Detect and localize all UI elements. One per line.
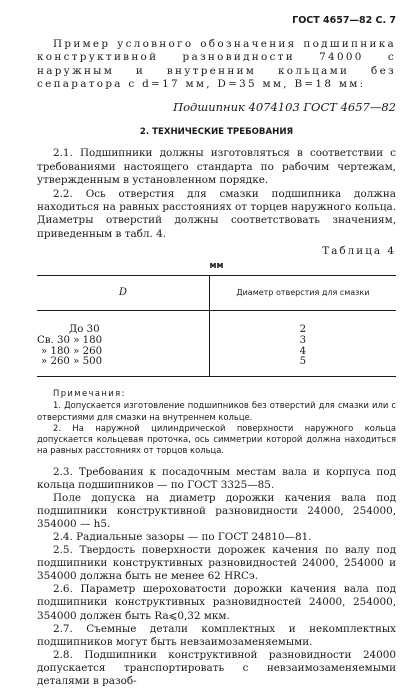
table-cell-diameter: 5 bbox=[209, 357, 396, 376]
table-cell-diameter: 3 bbox=[209, 336, 396, 347]
requirements-continued bbox=[37, 466, 396, 688]
table-unit: мм bbox=[37, 260, 396, 273]
paragraph-2-8: 2.8. Подшипники конструктивной разновидности 24000 допускается транспортировать с невзаимозаменяемыми деталями в разоб- bbox=[37, 649, 396, 688]
paragraph-2-5: 2.5. Твердость поверхности дорожек качения по валу под подшипники конструктивных разновидностей 24000, 254000 и 354000 должна быть не менее 62 HRCэ. bbox=[37, 544, 396, 583]
paragraph-2-2: 2.2. Ось отверстия для смазки подшипника должна находиться на равных расстояниях от торцев наружного кольца. Диаметры отверстий должны соответствовать значениям, приведенным в табл. 4. bbox=[37, 188, 396, 242]
paragraph-2-3: 2.3. Требования к посадочным местам вала и корпуса под кольца подшипников — по ГОСТ 3325—85. bbox=[37, 466, 396, 492]
table-caption: Таблица 4 bbox=[37, 245, 396, 258]
table-cell-diameter: 4 bbox=[209, 347, 396, 358]
table-header-hole-diameter: Диаметр отверстия для смазки bbox=[209, 276, 396, 311]
table-row bbox=[37, 311, 396, 336]
paragraph-2-4: 2.4. Радиальные зазоры — по ГОСТ 24810—81. bbox=[37, 531, 396, 544]
table-row bbox=[37, 357, 396, 376]
bearing-designation: Подшипник 4074103 ГОСТ 4657—82 bbox=[37, 101, 396, 114]
table-notes bbox=[37, 388, 396, 456]
table-cell-d: До 30 bbox=[37, 311, 209, 336]
table-cell-d: » 180 » 260 bbox=[37, 347, 209, 358]
table-header-d: D bbox=[37, 276, 209, 311]
paragraph-2-6: 2.6. Параметр шероховатости дорожки качения вала под подшипники конструктивных разновидностей 24000, 254000, 354000 должен быть Ra⩽0,32 мкм. bbox=[37, 583, 396, 622]
lubrication-hole-table bbox=[37, 275, 396, 377]
section-title: 2. ТЕХНИЧЕСКИЕ ТРЕБОВАНИЯ bbox=[37, 126, 396, 139]
paragraph-2-1: 2.1. Подшипники должны изготовляться в соответствии с требованиями настоящего стандарта по рабочим чертежам, утвержденным в установленном порядке. bbox=[37, 147, 396, 187]
table-cell-diameter: 2 bbox=[209, 311, 396, 336]
designation-example-paragraph: Пример условного обозначения подшипника конструктивной разновидности 74000 с наружным и внутренним кольцами без сепаратора с d=17 мм, D=35 мм, B=18 мм: bbox=[37, 38, 396, 92]
notes-title: Примечания: bbox=[37, 388, 396, 399]
table-cell-d: Св. 30 » 180 bbox=[37, 336, 209, 347]
table-cell-d: » 260 » 500 bbox=[37, 357, 209, 376]
page-header: ГОСТ 4657—82 С. 7 bbox=[37, 14, 396, 28]
note-item: 2. На наружной цилиндрической поверхности наружного кольца допускается кольцевая проточка, ось симметрии которой должна находиться на равных расстояниях от торцов кольца. bbox=[37, 423, 396, 457]
table-header-row bbox=[37, 276, 396, 311]
note-item: 1. Допускается изготовление подшипников без отверстий для смазки или с отверстиями для смазки на внутреннем кольце. bbox=[37, 400, 396, 422]
paragraph-tolerance: Поле допуска на диаметр дорожки качения вала под подшипники конструктивной разновидности 24000, 254000, 354000 — h5. bbox=[37, 492, 396, 531]
paragraph-2-7: 2.7. Съемные детали комплектных и некомплектных подшипников могут быть невзаимозаменяемыми. bbox=[37, 623, 396, 649]
